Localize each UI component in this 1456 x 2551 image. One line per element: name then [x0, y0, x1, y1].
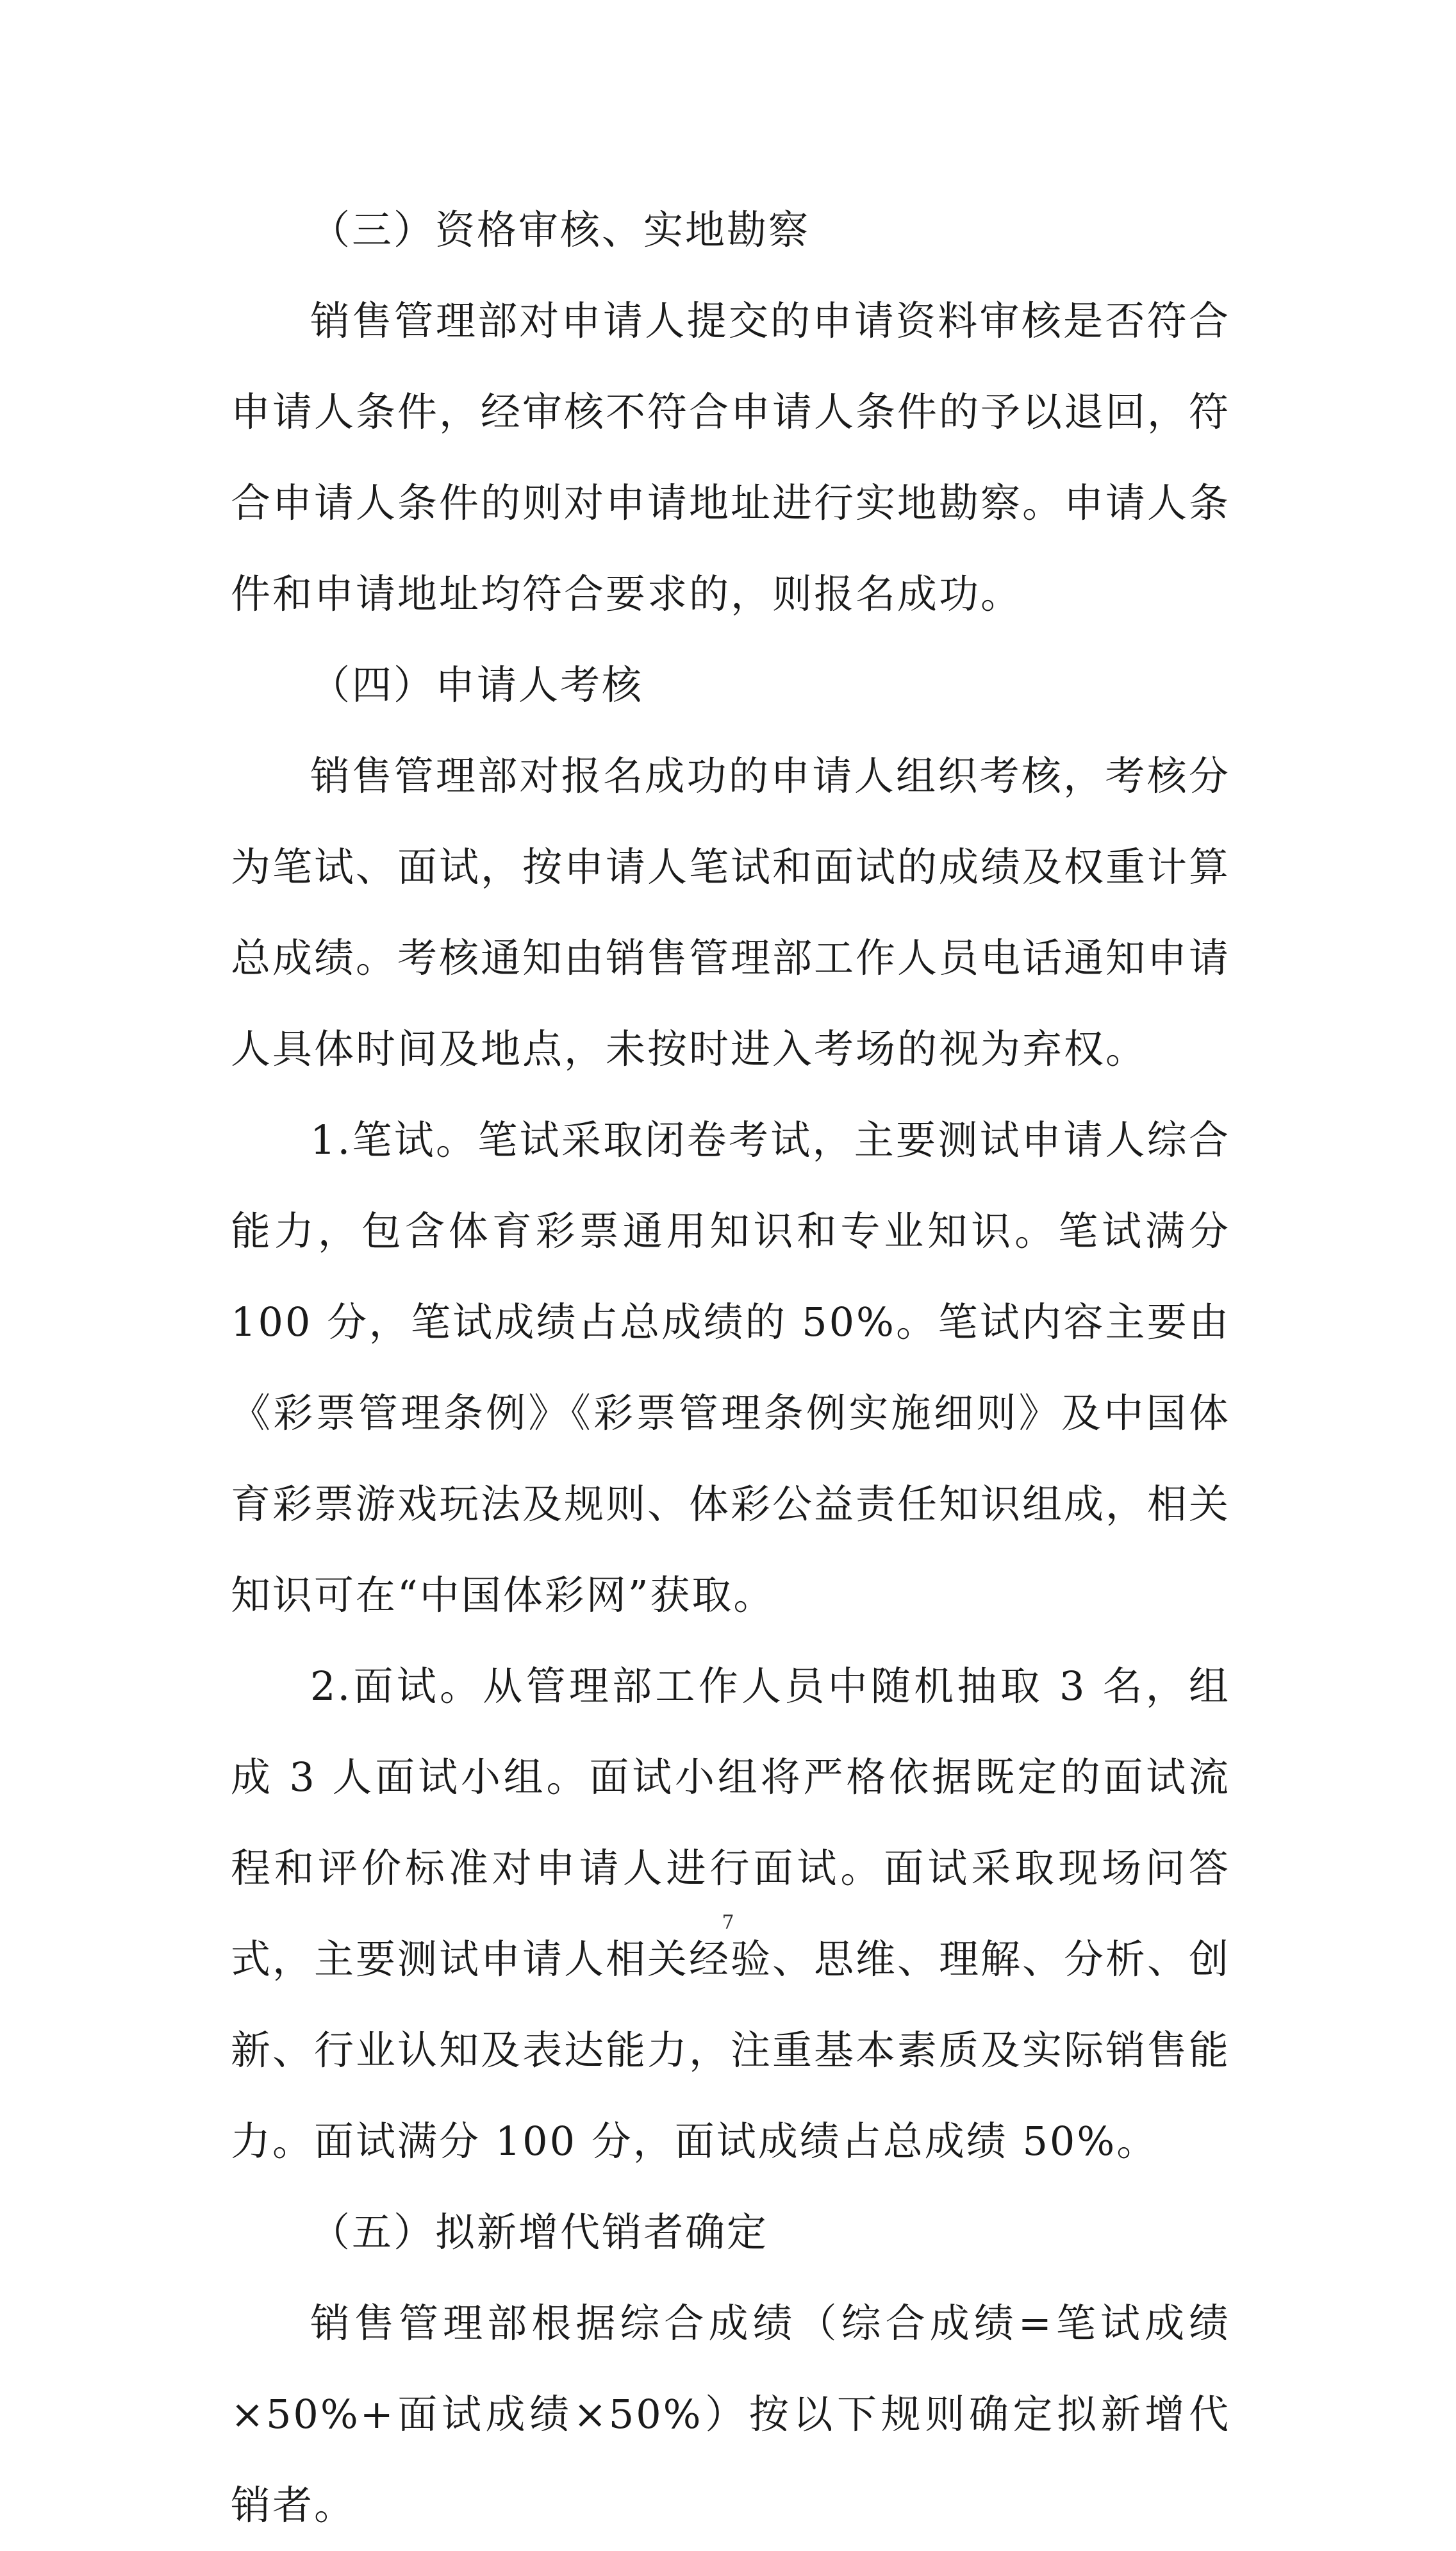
page-number: 7	[722, 1911, 734, 1934]
paragraph-written-exam: 1.笔试。笔试采取闭卷考试，主要测试申请人综合能力，包含体育彩票通用知识和专业知识。笔试满分 100 分，笔试成绩占总成绩的 50%。笔试内容主要由《彩票管理条例》《彩票管理条例实施细则》及中国体育彩票游戏玩法及规则、体彩公益责任知识组成，相关知识可在“中国体彩网”获取。	[231, 1117, 1231, 1618]
section-heading-applicant-assessment: （四）申请人考核	[310, 661, 644, 708]
paragraph-qualification-review: 销售管理部对申请人提交的申请资料审核是否符合申请人条件，经审核不符合申请人条件的予以退回，符合申请人条件的则对申请地址进行实地勘察。申请人条件和申请地址均符合要求的，则报名成功。	[231, 297, 1231, 617]
paragraph-assessment-overview: 销售管理部对报名成功的申请人组织考核，考核分为笔试、面试，按申请人笔试和面试的成绩及权重计算总成绩。考核通知由销售管理部工作人员电话通知申请人具体时间及地点，未按时进入考场的视为弃权。	[231, 752, 1231, 1072]
paragraph-interview: 2.面试。从管理部工作人员中随机抽取 3 名，组成 3 人面试小组。面试小组将严格依据既定的面试流程和评价标准对申请人进行面试。面试采取现场问答式，主要测试申请人相关经验、思维、理解、分析、创新、行业认知及表达能力，注重基本素质及实际销售能力。面试满分 100 分，面试成绩占总成绩 50%。	[231, 1663, 1231, 2165]
document-body	[231, 185, 1230, 2551]
paragraph-final-selection: 销售管理部根据综合成绩（综合成绩=笔试成绩×50%+面试成绩×50%）按以下规则确定拟新增代销者。	[231, 2300, 1230, 2529]
section-heading-qualification-review: （三）资格审核、实地勘察	[310, 206, 811, 253]
section-heading-final-selection: （五）拟新增代销者确定	[310, 2209, 769, 2256]
